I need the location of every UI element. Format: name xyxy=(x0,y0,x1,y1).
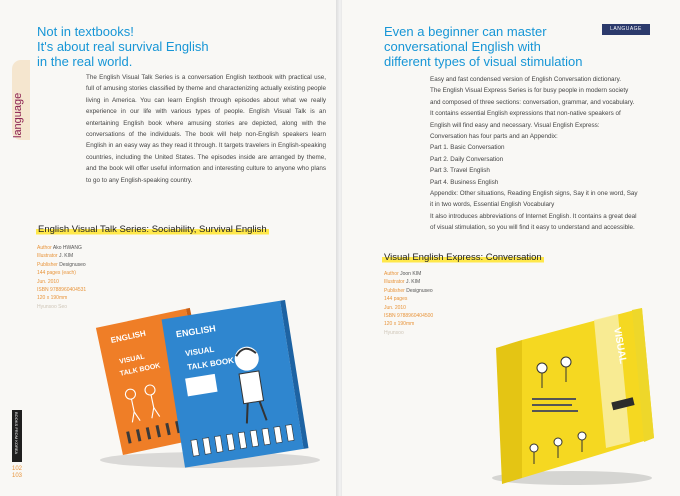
right-body-line: Part 2. Daily Conversation xyxy=(430,155,504,163)
svg-text:ENGLISH: ENGLISH xyxy=(109,328,147,345)
left-books-illustration xyxy=(90,300,330,470)
left-heading-line: in the real world. xyxy=(37,54,133,69)
page-number: 102 xyxy=(12,466,23,472)
side-tab xyxy=(10,60,30,140)
svg-text:VISUAL: VISUAL xyxy=(611,326,629,365)
left-subtitle-text: English Visual Talk Series: Sociability, Survival English xyxy=(38,224,267,235)
right-body-line: Appendix: Other situations, Reading English signs, Say it in one word, Say it in two words, Essential English Vocabulary xyxy=(430,190,638,209)
svg-text:VISUAL: VISUAL xyxy=(184,344,215,359)
svg-text:ENGLISH: ENGLISH xyxy=(175,323,217,340)
yellow-book xyxy=(496,308,654,484)
right-meta xyxy=(384,270,433,337)
right-body-text xyxy=(430,74,638,234)
page-number: 103 xyxy=(12,473,23,479)
meta-row: Jun. 2010 xyxy=(37,278,59,285)
right-subtitle xyxy=(382,252,544,263)
meta-row: ISBN 9788960404500 xyxy=(384,313,434,320)
svg-text:TALK BOOK: TALK BOOK xyxy=(186,355,235,373)
right-body-line: It also introduces abbreviations of Internet English. It contains a great deal of visual stimulation, so you will find it easy to understand and accessible. xyxy=(430,212,637,232)
left-body-text xyxy=(86,72,326,186)
spine-label xyxy=(12,410,22,462)
meta-row: ISBN 9788960404531 xyxy=(37,287,87,294)
meta-row: Publisher Designuseo xyxy=(384,287,433,294)
language-tag: LANGUAGE xyxy=(602,24,650,35)
right-body-line: The English Visual Express Series is for busy people in modern society and composed of three sections: conversation, grammar, and vocabulary. It contains essential English expressions that non-native speakers of English will find easy and necessary. Visual English Express: Conversation has four parts and an Appendix: xyxy=(430,87,635,141)
meta-row: 144 pages (each) xyxy=(37,270,76,277)
meta-row: 144 pages xyxy=(384,296,408,303)
left-body-paragraph: The English Visual Talk Series is a conversation English textbook with practical use, full of amusing stories classified by theme and charactenizing actually existing people living in America. You can learn English through episodes about what we really experience in our life with various types of people. English Visual Talk is an entertaining English book where amusing stories are depicted, along with the conversations of the individuals. The book will help non-English speakers learn English in an easy way as they read it through. It targets travelers in English-speaking countries, including the United States. The episodes inside are arranged by theme, and the book will offer useful information and interesting culture to anyone who plans to go to any English-speaking country. xyxy=(86,74,326,184)
right-book-illustration xyxy=(482,288,662,488)
meta-row: Author Joon KIM xyxy=(384,271,422,277)
meta-row: Publisher Designuseo xyxy=(37,261,86,268)
left-meta xyxy=(37,244,86,311)
right-subtitle-text: Visual English Express: Conversation xyxy=(384,252,542,263)
page-numbers xyxy=(12,466,22,480)
meta-row: 120 x 190mm xyxy=(37,295,68,302)
left-heading xyxy=(37,24,209,69)
side-tab-label: language xyxy=(12,92,24,138)
svg-text:TALK BOOK: TALK BOOK xyxy=(119,362,162,378)
spine-label-text: BOOKS FROM KOREA xyxy=(14,412,19,455)
meta-row: Hyunsoo xyxy=(384,329,404,336)
right-heading-line: conversational English with xyxy=(384,39,541,54)
meta-row: Jun. 2010 xyxy=(384,304,406,311)
meta-row: Illustrator J. KIM xyxy=(384,279,421,286)
blue-book xyxy=(162,300,309,468)
meta-row: Hyunsoo Seo xyxy=(37,303,68,310)
right-body-line: Part 4. Business English xyxy=(430,178,499,186)
meta-row: Author Ako HWANG xyxy=(37,245,82,251)
left-heading-line: It's about real survival English xyxy=(37,39,209,54)
right-page xyxy=(342,0,680,496)
right-body-line: Part 3. Travel English xyxy=(430,167,490,175)
left-subtitle xyxy=(36,224,269,235)
right-heading-line: Even a beginner can master xyxy=(384,24,547,39)
left-page xyxy=(0,0,339,496)
left-heading-line: Not in textbooks! xyxy=(37,24,134,39)
right-body-line: Easy and fast condensed version of English Conversation dictionary. xyxy=(430,76,621,83)
right-body-line: Part 1. Basic Conversation xyxy=(430,144,505,152)
right-heading xyxy=(384,24,582,69)
meta-row: 120 x 190mm xyxy=(384,321,415,328)
right-heading-line: different types of visual stimulation xyxy=(384,54,583,69)
svg-text:VISUAL: VISUAL xyxy=(118,353,146,366)
meta-row: Illustrator J. KIM xyxy=(37,253,74,260)
